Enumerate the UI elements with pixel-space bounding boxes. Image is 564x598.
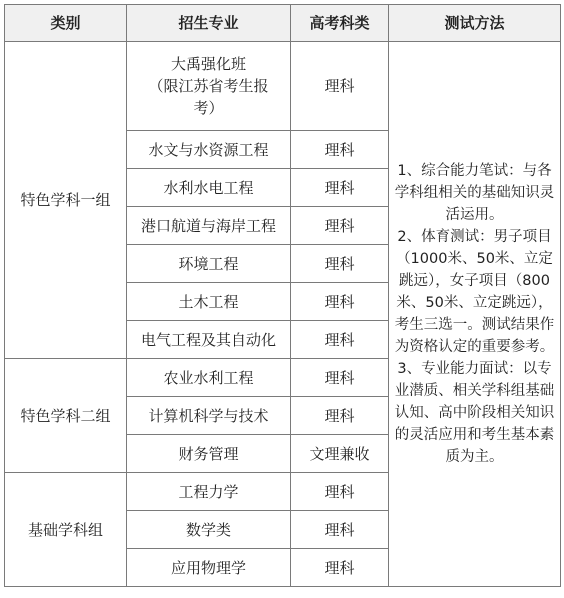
header-row: [5, 5, 561, 42]
subject-cell: 理科: [291, 397, 389, 435]
subject-cell: 理科: [291, 245, 389, 283]
major-cell: 电气工程及其自动化: [127, 321, 291, 359]
major-line: 考）: [193, 99, 224, 117]
test-method-item: 3、专业能力面试：以专业潜质、相关学科组基础认知、高中阶段相关知识的灵活应用和考生基本素质为主。: [394, 361, 555, 465]
subject-cell: 理科: [291, 42, 389, 131]
major-cell: 水利水电工程: [127, 169, 291, 207]
subject-cell: 理科: [291, 131, 389, 169]
major-line: 大禹强化班: [170, 55, 246, 73]
header-major: 招生专业: [127, 5, 291, 42]
test-method-item: 1、综合能力笔试：与各学科组相关的基础知识灵活运用。: [394, 163, 555, 223]
major-cell: 计算机科学与技术: [127, 397, 291, 435]
subject-cell: 文理兼收: [291, 435, 389, 473]
major-cell: 环境工程: [127, 245, 291, 283]
major-cell: 工程力学: [127, 473, 291, 511]
major-line: （限江苏省考生报: [148, 77, 269, 95]
subject-cell: 理科: [291, 359, 389, 397]
subject-cell: 理科: [291, 321, 389, 359]
subject-cell: 理科: [291, 511, 389, 549]
major-cell: 土木工程: [127, 283, 291, 321]
admissions-table: [4, 4, 561, 587]
subject-cell: 理科: [291, 549, 389, 587]
category-cell: 特色学科一组: [5, 42, 127, 359]
test-method-cell: [389, 42, 561, 587]
subject-cell: 理科: [291, 207, 389, 245]
major-cell: 港口航道与海岸工程: [127, 207, 291, 245]
category-cell: 基础学科组: [5, 473, 127, 587]
category-cell: 特色学科二组: [5, 359, 127, 473]
major-cell: [127, 42, 291, 131]
major-cell: 农业水利工程: [127, 359, 291, 397]
test-method-item: 2、体育测试：男子项目（1000米、50米、立定跳远），女子项目（800米、50米、立定跳远），考生三选一。测试结果作为资格认定的重要参考。: [394, 229, 555, 355]
table-row: [5, 42, 561, 131]
major-cell: 财务管理: [127, 435, 291, 473]
header-test-method: 测试方法: [389, 5, 561, 42]
major-cell: 应用物理学: [127, 549, 291, 587]
subject-cell: 理科: [291, 473, 389, 511]
header-subject: 高考科类: [291, 5, 389, 42]
subject-cell: 理科: [291, 169, 389, 207]
major-cell: 水文与水资源工程: [127, 131, 291, 169]
subject-cell: 理科: [291, 283, 389, 321]
header-category: 类别: [5, 5, 127, 42]
major-cell: 数学类: [127, 511, 291, 549]
